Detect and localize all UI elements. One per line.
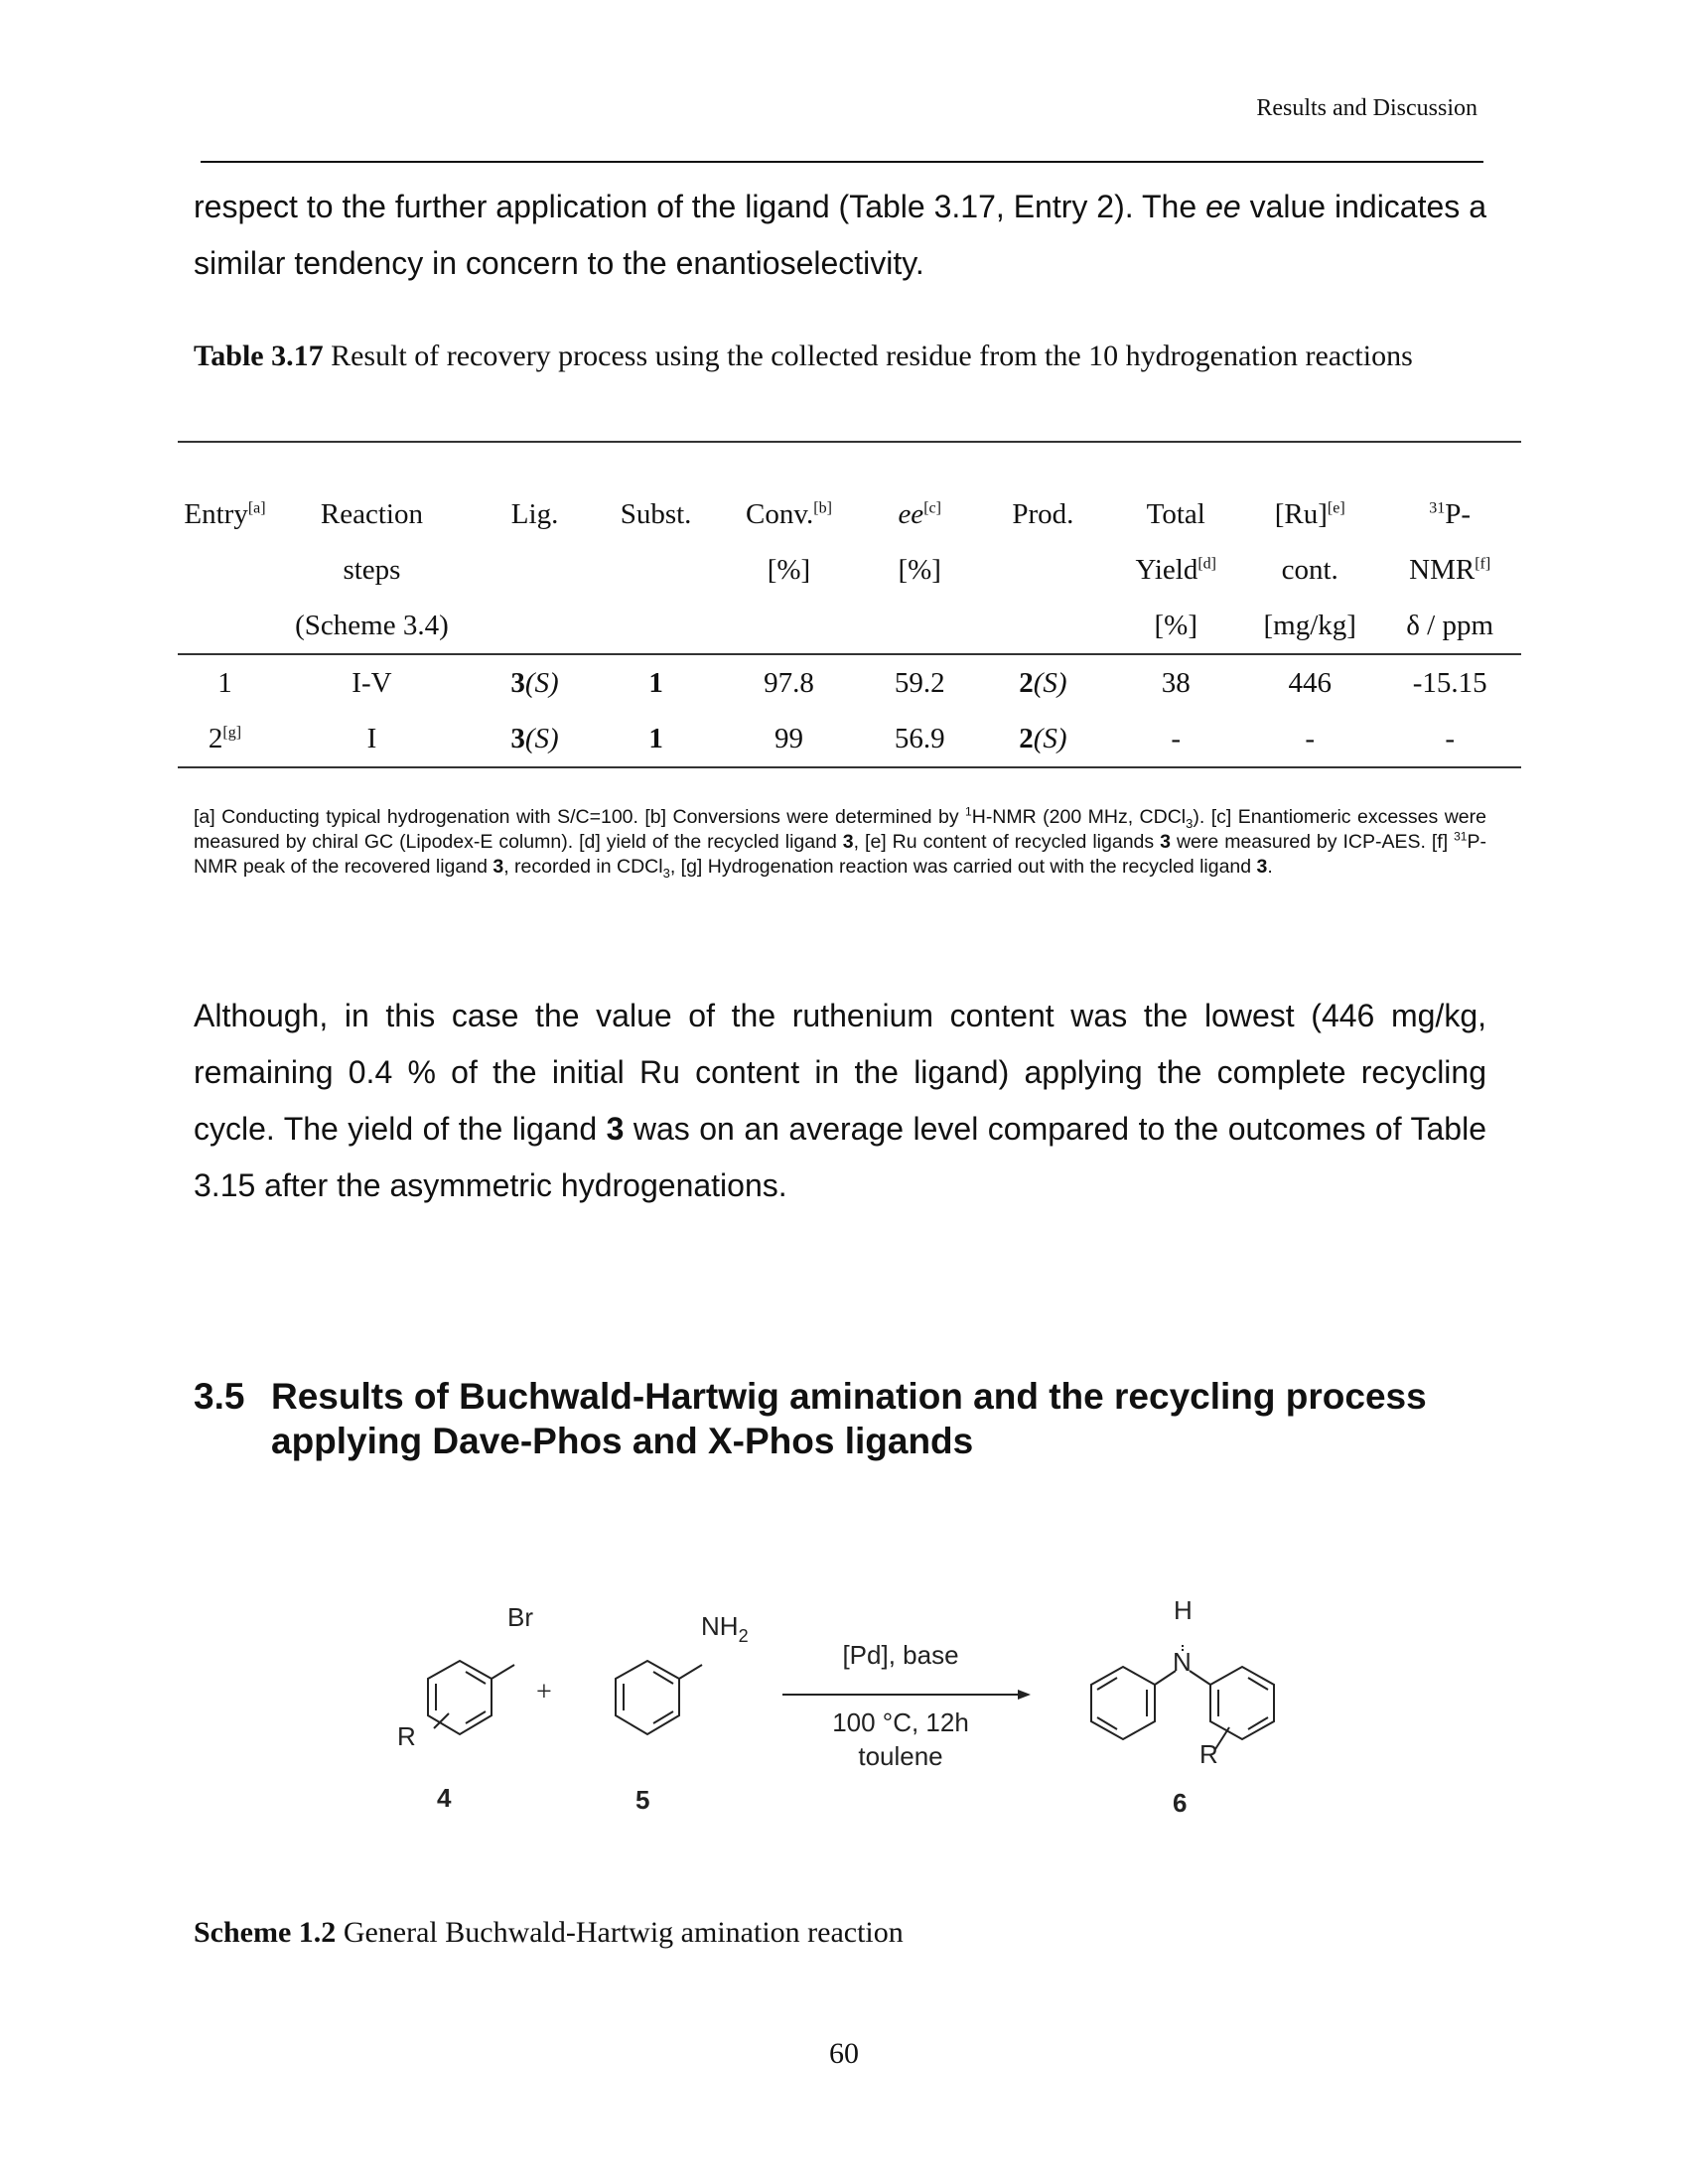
- intro-paragraph: respect to the further application of the ligand (Table 3.17, Entry 2). The ee value indicates a similar tendency in concern to the enantioselectivity.: [194, 189, 1487, 281]
- r-label-product: R: [1199, 1739, 1218, 1769]
- cell-ee: 56.9: [864, 711, 975, 767]
- cell-nmr: -15.15: [1412, 667, 1487, 699]
- header-subst: Subst.: [598, 442, 714, 654]
- cell-steps: I-V: [352, 667, 392, 699]
- header-entry: Entry[a]: [178, 442, 272, 654]
- cell-yield: -: [1110, 711, 1241, 767]
- compound-5-label: 5: [635, 1785, 650, 1815]
- reagents-label: [Pd], base: [842, 1640, 959, 1670]
- cell-ru: 446: [1288, 667, 1332, 699]
- cell-entry: 2[g]: [178, 711, 272, 767]
- table-footnote: [a] Conducting typical hydrogenation with S/C=100. [b] Conversions were determined by $^1$H-NMR (200 MHz, CDCl$_3$). [c] Enantiomeric excesses were measured by chiral GC (Lipodex-E column). [d] yield of the recycled ligand 3, [e] Ru content of recycled ligands 3 were measured by ICP-AES. [f] $^{31}$P-NMR peak of the recovered ligand 3, recorded in CDCl$_3$, [g] Hydrogenation reaction was carried out with the recycled ligand 3.: [194, 804, 1486, 881]
- table-row: [178, 654, 1521, 711]
- br-label: Br: [507, 1602, 533, 1632]
- cell-subst: 1: [598, 711, 714, 767]
- header-ru: [Ru][e] cont. [mg/kg]: [1241, 442, 1378, 654]
- section-number: 3.5: [194, 1376, 245, 1417]
- table-header-row: [178, 442, 1521, 654]
- cell-ru: -: [1241, 711, 1378, 767]
- section-title: Results of Buchwald-Hartwig amination and the recycling process applying Dave-Phos and X-Phos ligands: [271, 1376, 1427, 1461]
- cell-ee: 59.2: [894, 667, 945, 699]
- compound-4-label: 4: [437, 1783, 452, 1813]
- scheme-caption-text: General Buchwald-Hartwig amination reaction: [336, 1916, 904, 1949]
- discussion-paragraph: Although, in this case the value of the ruthenium content was the lowest (446 mg/kg, remaining 0.4 % of the initial Ru content in the ligand) applying the complete recycling cycle. The yield of the ligand 3 was on an average level compared to the outcomes of Table 3.15 after the asymmetric hydrogenations.: [194, 998, 1487, 1203]
- table-caption: [194, 338, 1486, 375]
- header-lig: Lig.: [472, 442, 598, 654]
- solvent-label: toulene: [858, 1741, 943, 1771]
- page-number: 60: [829, 2037, 859, 2070]
- cell-nmr: -: [1378, 711, 1521, 767]
- cell-lig: 3(S): [510, 667, 559, 699]
- table-caption-label: Table 3.17: [194, 340, 324, 372]
- r-label-reactant: R: [397, 1721, 416, 1751]
- compound-6-label: 6: [1173, 1788, 1188, 1818]
- table-row: [178, 711, 1521, 767]
- plus-sign: +: [536, 1677, 552, 1707]
- ee-term: ee: [1205, 189, 1241, 224]
- cell-lig: 3(S): [472, 711, 598, 767]
- nh2-label: $NH_2$: [701, 1611, 749, 1646]
- cell-prod: 2(S): [1019, 667, 1067, 699]
- cell-conv: 99: [714, 711, 864, 767]
- header-reaction: Reaction steps (Scheme 3.4): [272, 442, 472, 654]
- cell-steps: I: [272, 711, 472, 767]
- n-label: N: [1173, 1647, 1192, 1677]
- cell-conv: 97.8: [764, 667, 814, 699]
- table-caption-text: Result of recovery process using the collected residue from the 10 hydrogenation reactions: [323, 340, 1413, 372]
- aniline-structure: [616, 1661, 702, 1734]
- conditions-label: 100 °C, 12h: [832, 1707, 969, 1737]
- cell-subst: 1: [648, 667, 663, 699]
- cell-yield: 38: [1161, 667, 1191, 699]
- reaction-scheme: [367, 1569, 1321, 1827]
- header-rule: [201, 161, 1483, 163]
- cell-prod: 2(S): [975, 711, 1110, 767]
- aryl-bromide-structure: [428, 1661, 514, 1734]
- reaction-scheme-svg: [367, 1569, 1321, 1827]
- header-yield: Total Yield[d] [%]: [1110, 442, 1241, 654]
- section-heading: [194, 1374, 1504, 1463]
- scheme-caption: [194, 1914, 1486, 1952]
- running-header: Results and Discussion: [1256, 95, 1477, 121]
- header-conv: Conv.[b] [%]: [714, 442, 864, 654]
- results-table: [178, 441, 1521, 768]
- header-prod: Prod.: [975, 442, 1110, 654]
- arrow-head: [1018, 1690, 1031, 1700]
- h-label: H: [1174, 1595, 1193, 1625]
- header-ee: ee[c] [%]: [864, 442, 975, 654]
- cell-entry: 1: [217, 667, 232, 699]
- header-nmr: $^{31}$P- NMR[f] δ / ppm: [1378, 442, 1521, 654]
- scheme-caption-label: Scheme 1.2: [194, 1916, 337, 1949]
